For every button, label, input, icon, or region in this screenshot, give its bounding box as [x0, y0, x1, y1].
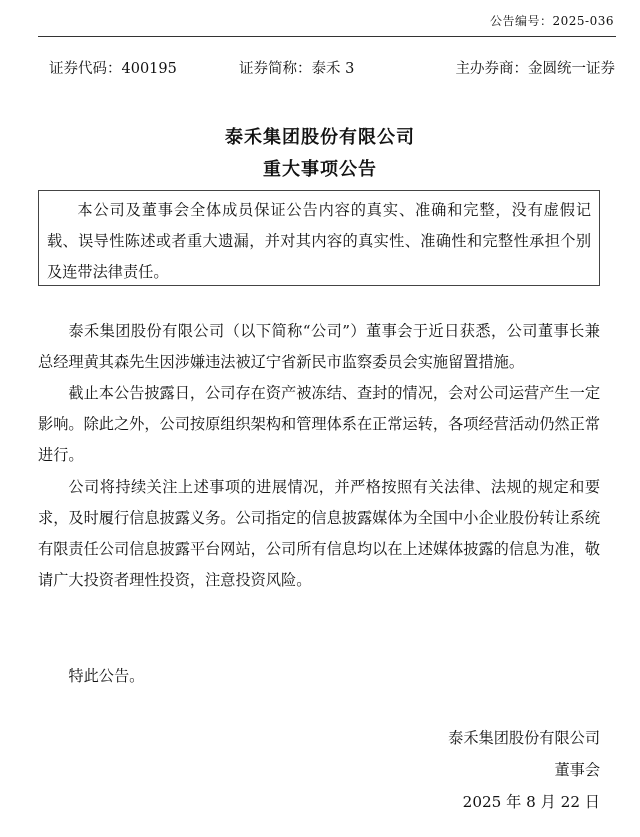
signature-date: 2025 年 8 月 22 日 [462, 793, 600, 811]
sponsoring-broker: 主办券商：金圆统一证券 [455, 61, 615, 77]
closing-statement: 特此公告。 [68, 667, 145, 685]
announcement-number: 公告编号：2025-036 [490, 14, 614, 28]
security-info-row [38, 57, 616, 77]
header-rule [38, 36, 616, 37]
security-code: 证券代码：400195 [49, 61, 177, 77]
company-title: 泰禾集团股份有限公司 [225, 127, 415, 148]
body-paragraph-1: 泰禾集团股份有限公司（以下简称“公司”）董事会于近日获悉，公司董事长兼总经理黄其森先生因涉嫌违法被辽宁省新民市监察委员会实施留置措施。 [38, 322, 600, 371]
disclaimer-box: 本公司及董事会全体成员保证公告内容的真实、准确和完整，没有虚假记载、误导性陈述或者重大遗漏，并对其内容的真实性、准确性和完整性承担个别及连带法律责任。 [38, 190, 600, 286]
signature-company: 泰禾集团股份有限公司 [448, 729, 600, 747]
security-abbreviation: 证券简称：泰禾 3 [239, 61, 355, 77]
document-title: 重大事项公告 [263, 159, 377, 180]
body-paragraph-3: 公司将持续关注上述事项的进展情况，并严格按照有关法律、法规的规定和要求，及时履行信息披露义务。公司指定的信息披露媒体为全国中小企业股份转让系统有限责任公司信息披露平台网站，公司所有信息均以在上述媒体披露的信息为准，敬请广大投资者理性投资，注意投资风险。 [38, 478, 600, 589]
signature-board: 董事会 [554, 761, 600, 779]
body-paragraph-2: 截止本公告披露日，公司存在资产被冻结、查封的情况，会对公司运营产生一定影响。除此之外，公司按原组织架构和管理体系在正常运转，各项经营活动仍然正常进行。 [38, 384, 600, 464]
